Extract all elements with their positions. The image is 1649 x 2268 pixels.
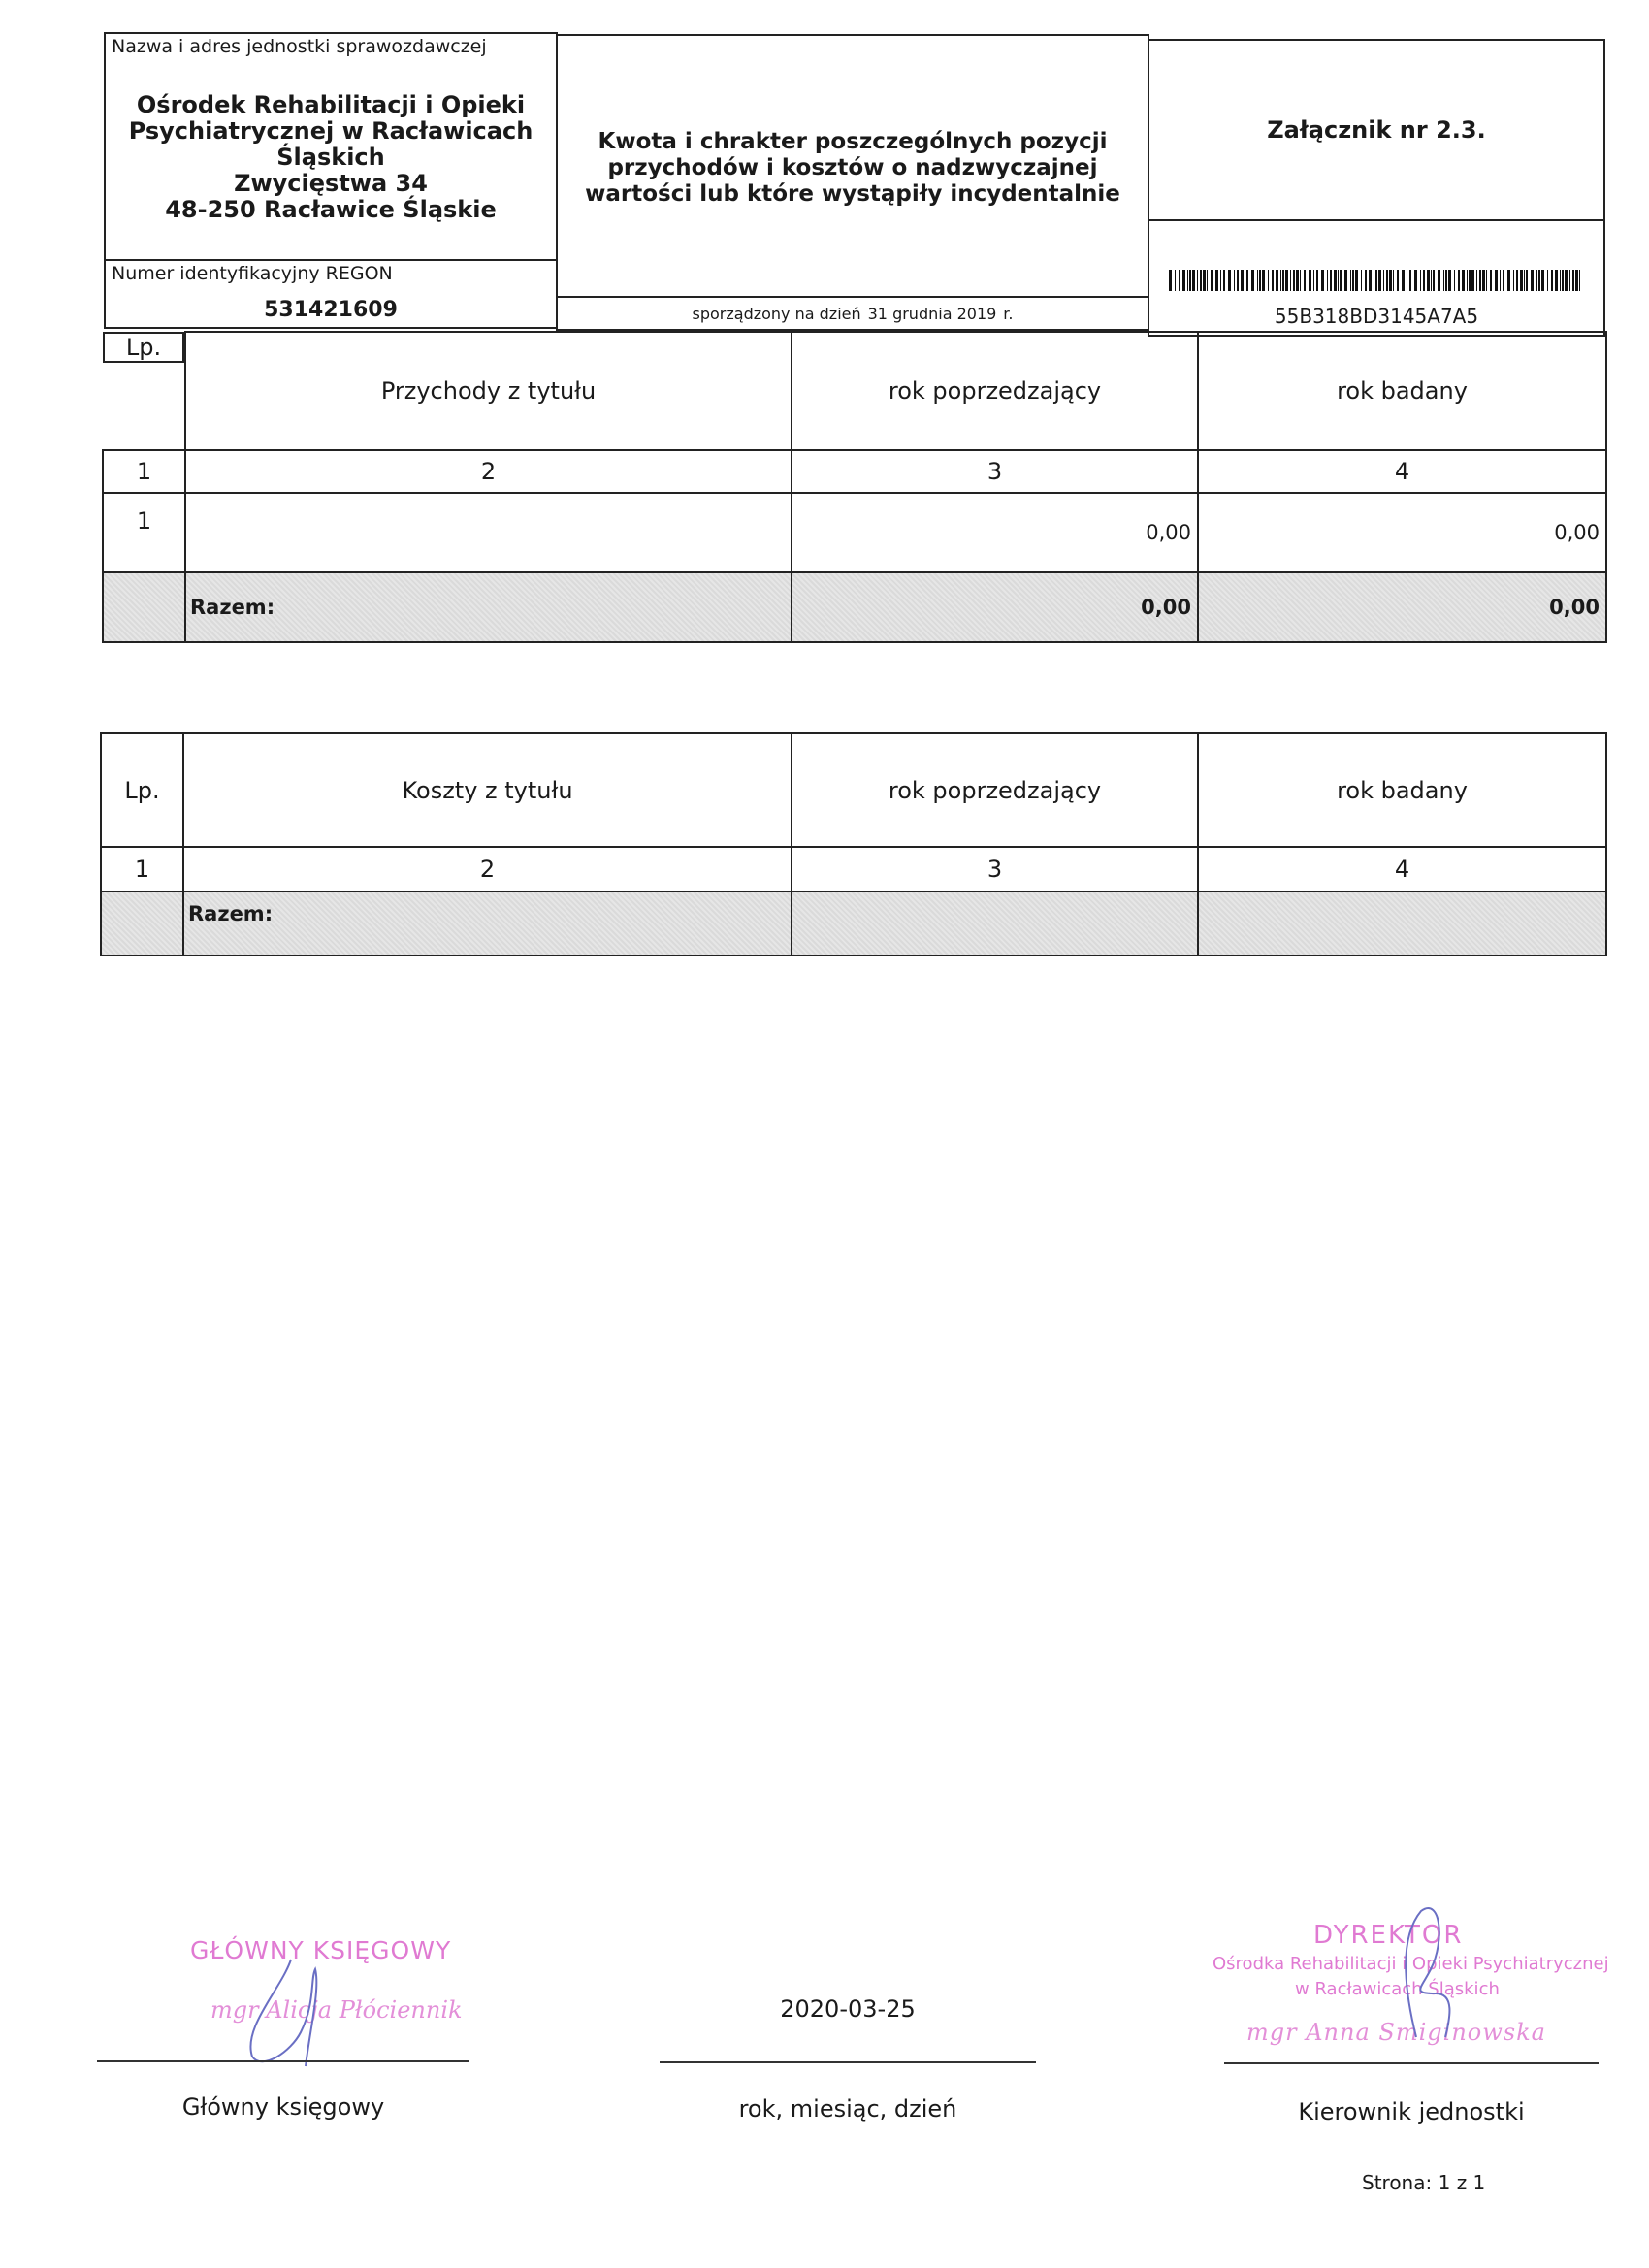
report-title-line: przychodów i kosztów o nadzwyczajnej [607,155,1098,180]
director-signature-line [1224,2062,1599,2064]
column-header-lp: Lp. [101,733,183,847]
barcode-bar [1507,270,1510,291]
column-header-costs: Koszty z tytułu [183,733,792,847]
column-number: 2 [185,450,792,493]
report-date-suffix: r. [1003,304,1014,323]
page-current: 1 [1438,2171,1451,2194]
barcode-bar [1383,270,1384,291]
column-header-revenue: Przychody z tytułu [185,332,792,450]
column-number: 1 [103,450,185,493]
barcode-bar [1290,270,1291,291]
column-header-curr-year: rok badany [1198,332,1606,450]
barcode-bar [1316,270,1318,291]
row-prev-value: 0,00 [792,493,1198,572]
barcode-bar [1479,270,1481,291]
column-number-row [101,847,1606,891]
director-signature [1377,1901,1484,2047]
barcode-bar [1526,270,1528,291]
barcode-bar [1293,270,1295,291]
barcode-bar [1228,270,1231,291]
barcode-bar [1397,270,1399,291]
barcode-bar [1272,270,1274,291]
total-prev-value: 0,00 [792,572,1198,642]
barcode-bar [1223,270,1225,291]
director-stamp-line1: Ośrodka Rehabilitacji i Opieki Psychiatrycznej [1212,1954,1609,1974]
barcode-bar [1352,270,1354,291]
regon-label: Numer identyfikacyjny REGON [112,263,393,284]
unit-name-line: Zwycięstwa 34 [234,170,428,197]
barcode-box [1148,219,1605,337]
unit-box [104,32,558,261]
barcode-bar [1365,270,1367,291]
barcode-bar [1375,270,1377,291]
director-stamp-line2: w Racławicach Śląskich [1295,1979,1500,1999]
row-curr-value: 0,00 [1198,493,1606,572]
attachment-number: Załącznik nr 2.3. [1267,116,1486,144]
column-number-row [103,450,1606,493]
barcode-bar [1495,270,1498,291]
barcode-bar [1454,270,1455,291]
barcode-bar [1197,270,1198,291]
barcode-bar [1551,270,1553,291]
page-number [1362,2171,1485,2194]
barcode-bar [1500,270,1501,291]
barcode-bar [1420,270,1421,291]
barcode-bar [1393,270,1394,291]
barcode-bar [1215,270,1218,291]
barcode-bar [1531,270,1534,291]
barcode-bar [1309,270,1311,291]
barcode-bar [1285,270,1288,291]
barcode-bar [1211,270,1212,291]
barcode-bar [1304,270,1306,291]
date-signature-line [660,2061,1036,2063]
barcode-bar [1520,270,1523,291]
barcode-bar [1572,270,1574,291]
column-number: 2 [183,847,792,891]
barcode-bar [1431,270,1432,291]
barcode-bar [1560,270,1561,291]
barcode-bar [1458,270,1460,291]
barcode-bar [1276,270,1278,291]
barcode-bar [1280,270,1281,291]
director-caption: Kierownik jednostki [1298,2098,1525,2125]
barcode-bar [1246,270,1248,291]
barcode-bar [1296,270,1299,291]
page-label: Strona: [1362,2171,1433,2194]
barcode-bar [1490,270,1492,291]
barcode-text: 55B318BD3145A7A5 [1274,305,1479,328]
barcode-bar [1565,270,1568,291]
unit-name [106,92,556,223]
barcode-bar [1182,270,1185,291]
page-total: 1 [1472,2171,1486,2194]
barcode-bar [1579,270,1580,291]
unit-name-line: Ośrodek Rehabilitacji i Opieki [136,91,526,118]
date-caption: rok, miesiąc, dzień [738,2095,957,2122]
barcode-bar [1175,270,1176,291]
row-description [185,493,792,572]
barcode-bar [1340,270,1342,291]
barcode-bar [1300,270,1301,291]
total-lp-cell [103,572,185,642]
barcode-bar [1259,270,1261,291]
barcode-bar [1350,270,1351,291]
barcode-bar [1427,270,1430,291]
total-curr-value [1198,891,1606,956]
barcode-bar [1445,270,1447,291]
barcode-bar [1389,270,1392,291]
barcode-bar [1386,270,1388,291]
total-label: Razem: [185,572,792,642]
total-prev-value [792,891,1198,956]
barcode-bar [1409,270,1411,291]
barcode-bar [1268,270,1269,291]
barcode-bar [1547,270,1548,291]
unit-label: Nazwa i adres jednostki sprawozdawczej [112,36,487,57]
table-row [103,493,1606,572]
barcode-bar [1569,270,1570,291]
accountant-stamp-name: mgr Alicja Płóciennik [210,1996,463,2024]
barcode-bar [1516,270,1518,291]
column-number: 3 [792,847,1198,891]
barcode-bar [1524,270,1525,291]
report-date-box [556,296,1149,331]
barcode-bar [1234,270,1235,291]
barcode-bar [1338,270,1339,291]
column-header-lp: Lp. [103,332,184,363]
barcode-bar [1262,270,1265,291]
unit-name-line: 48-250 Racławice Śląskie [165,196,497,223]
barcode-bar [1467,270,1468,291]
barcode-bar [1438,270,1440,291]
column-header-prev-year: rok poprzedzający [792,332,1198,450]
barcode-bar [1462,270,1465,291]
barcode-bar [1361,270,1362,291]
barcode-bar [1257,270,1258,291]
barcode-bar [1203,270,1206,291]
total-row [101,891,1606,956]
barcode-bar [1189,270,1191,291]
barcode-bar [1169,270,1172,291]
barcode-bar [1433,270,1435,291]
signature-date: 2020-03-25 [780,1995,916,2023]
unit-name-line: Śląskich [276,144,385,171]
total-label: Razem: [183,891,792,956]
accountant-caption: Główny księgowy [181,2093,385,2121]
barcode-bar [1513,270,1514,291]
column-number: 1 [101,847,183,891]
regon-box [104,259,558,329]
table-header-row [103,332,1606,450]
barcode-bar [1555,270,1558,291]
title-box [556,34,1149,298]
barcode-bar [1575,270,1578,291]
barcode-bar [1327,270,1328,291]
page-sep: z [1456,2171,1468,2194]
barcode-bar [1471,270,1474,291]
barcode-bar [1414,270,1417,291]
total-row [103,572,1606,642]
barcode-bar [1344,270,1347,291]
barcode-bar [1282,270,1284,291]
report-date-value: 31 grudnia 2019 [867,304,997,323]
barcode-bar [1476,270,1477,291]
barcode-bar [1355,270,1358,291]
cost-table [100,732,1607,956]
barcode-bar [1241,270,1244,291]
barcode-bar [1406,270,1407,291]
barcode-bar [1220,270,1221,291]
accountant-signature [223,1950,369,2076]
row-lp: 1 [103,493,185,572]
column-number: 4 [1198,847,1606,891]
barcode-bar [1538,270,1540,291]
barcode-bar [1536,270,1537,291]
barcode-bar [1179,270,1180,291]
accountant-signature-line [97,2060,469,2062]
barcode-bar [1486,270,1487,291]
barcode-bar [1469,270,1471,291]
report-title [558,129,1148,208]
total-lp-cell [101,891,183,956]
barcode-bar [1237,270,1239,291]
regon-value: 531421609 [264,298,398,322]
barcode-bar [1443,270,1444,291]
barcode-bar [1187,270,1188,291]
barcode-bar [1330,270,1332,291]
barcode-bar [1321,270,1324,291]
report-title-line: wartości lub które wystąpiły incydentalnie [585,181,1120,207]
barcode-bar [1207,270,1208,291]
barcode-bar [1562,270,1564,291]
barcode-bar [1313,270,1314,291]
column-header-prev-year: rok poprzedzający [792,733,1198,847]
barcode [1169,270,1584,291]
column-number: 4 [1198,450,1606,493]
total-curr-value: 0,00 [1198,572,1606,642]
barcode-bar [1369,270,1372,291]
column-header-curr-year: rok badany [1198,733,1606,847]
barcode-bar [1503,270,1504,291]
unit-name-line: Psychiatrycznej w Racławicach [128,117,534,145]
barcode-bar [1200,270,1202,291]
director-stamp-title: DYREKTOR [1313,1921,1464,1950]
barcode-bar [1482,270,1485,291]
table-header-row [101,733,1606,847]
revenue-table [102,331,1607,643]
barcode-bar [1448,270,1451,291]
barcode-bar [1334,270,1337,291]
barcode-bar [1192,270,1195,291]
barcode-bar [1423,270,1425,291]
report-date-prefix: sporządzony na dzień [692,304,861,323]
barcode-bar [1251,270,1254,291]
barcode-bar [1541,270,1544,291]
report-title-line: Kwota i chrakter poszczególnych pozycji [598,129,1108,154]
barcode-bar [1402,270,1405,291]
barcode-bar [1378,270,1381,291]
column-number: 3 [792,450,1198,493]
director-stamp-name: mgr Anna Smiginowska [1246,2019,1546,2046]
accountant-stamp-title: GŁÓWNY KSIĘGOWY [190,1936,452,1964]
attachment-box [1148,39,1605,221]
